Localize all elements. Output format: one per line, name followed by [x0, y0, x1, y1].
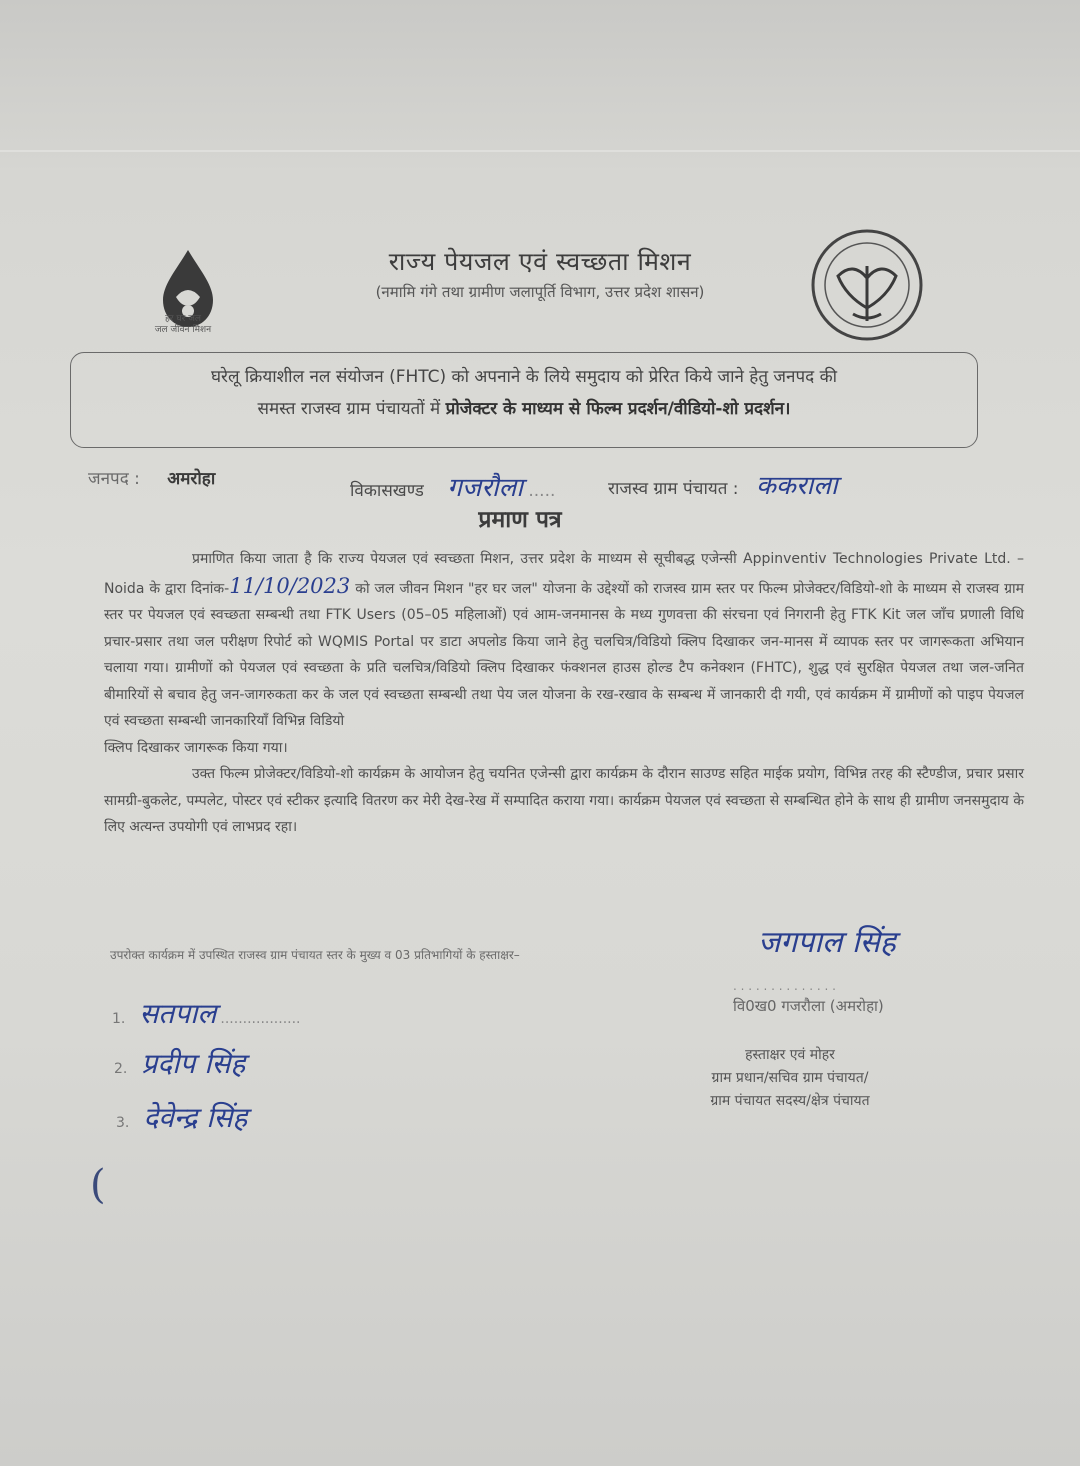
certificate-title: प्रमाण पत्र	[478, 507, 562, 533]
officer-signature: जगपाल सिंह	[758, 925, 896, 960]
pen-mark: (	[90, 1162, 106, 1208]
organization-title: राज्य पेयजल एवं स्वच्छता मिशन	[388, 247, 692, 276]
participants-note: उपरोक्त कार्यक्रम में उपस्थित राजस्व ग्राम पंचायत स्तर के मुख्य व 03 प्रतिभागियों के हस्ताक्षर–	[110, 948, 520, 962]
paper-fold	[0, 150, 1080, 152]
subject-banner	[70, 352, 978, 448]
left-logo-caption: हर घर जल जल जीवन मिशन	[154, 314, 212, 335]
participant-signature-1: 1. सतपाल ..................	[112, 997, 301, 1030]
body-paragraph-1-end: क्लिप दिखाकर जागरूक किया गया।	[104, 739, 288, 756]
officer-stamp-line: वि0ख0 गजरौला (अमरोहा)	[733, 997, 884, 1015]
block-value: गजरौला	[447, 473, 523, 503]
body-paragraph-2: उक्त फिल्म प्रोजेक्टर/विडियो-शो कार्यक्रम के आयोजन हेतु चयनित एजेन्सी द्वारा कार्यक्रम के दौरान साउण्ड सहित माईक प्रयोग, विभिन्न तरह की स्टैण्डीज, प्रचार प्रसार सामग्री-बुकलेट, पम्पलेट, पोस्टर एवं स्टीकर इत्यादि वितरण कर मेरी देख-रेख में सम्पादित कराया गया। कार्यक्रम पेयजल एवं स्वच्छता से सम्बन्धित होने के साथ ही ग्रामीण जनसमुदाय के लिए अत्यन्त उपयोगी एवं लाभप्रद रहा।	[104, 766, 1024, 835]
body-paragraph-1: प्रमाणित किया जाता है कि राज्य पेयजल एवं स्वच्छता मिशन, उत्तर प्रदेश के माध्यम से सूचीबद्ध एजेन्सी Appinventiv Technologies Private Ltd. – Noida के द्वारा दिनांक-11/10/2023 को जल जीवन मिशन "हर घर जल" योजना के उद्देश्यों को राजस्व ग्राम स्तर पर फिल्म प्रोजेक्टर/विडियो-शो के माध्यम से राजस्व ग्राम स्तर पर पेयजल एवं स्वच्छता सम्बन्धी तथा FTK Users (05–05 महिलाओं) एवं आम-जनमानस के मध्य गुणवत्ता की संरचना एवं निगरानी हेतु FTK Kit जल जाँच प्रणाली विधि प्रचार-प्रसार तथा जल परीक्षण रिपोर्ट को WQMIS Portal पर डाटा अपलोड किया जाने हेतु चलचित्र/विडियो क्लिप दिखाकर जन-मानस में व्यापक स्तर पर जागरूकता अभियान चलाया गया। ग्रामीणों को पेयजल एवं स्वच्छता के प्रति चलचित्र/विडियो क्लिप दिखाकर फंक्शनल हाउस होल्ड टैप कनेक्शन (FHTC), शुद्ध एवं सुरक्षित पेयजल तथा जल-जनित बीमारियों से बचाव हेतु जन-जागरुकता कर के जल एवं स्वच्छता सम्बन्धी तथा पेय जल योजना के रख-रखाव के सम्बन्ध में जानकारी दी गयी, एवं कार्यक्रम में ग्रामीणों को पाइप पेयजल एवं स्वच्छता सम्बन्धी जानकारियाँ विभिन्न विडियो	[104, 551, 1024, 729]
participant-signature-2: 2. प्रदीप सिंह	[114, 1047, 246, 1080]
village-value: ककराला	[755, 471, 838, 501]
village-field: राजस्व ग्राम पंचायत : ककराला	[608, 471, 838, 501]
banner-line-2: समस्त राजस्व ग्राम पंचायतों में प्रोजेक्टर के माध्यम से फिल्म प्रदर्शन/वीडियो-शो प्रदर्शन।	[257, 399, 791, 419]
program-date: 11/10/2023	[229, 573, 351, 598]
participant-signature-3: 3. देवेन्द्र सिंह	[116, 1101, 248, 1134]
district-value: अमरोहा	[167, 469, 216, 489]
officer-stamp: . . . . . . . . . . . . . . वि0ख0 गजरौला (अमरोहा)	[733, 976, 953, 1016]
district-field: जनपद : अमरोहा	[88, 469, 216, 489]
banner-line-1: घरेलू क्रियाशील नल संयोजन (FHTC) को अपनाने के लिये समुदाय को प्रेरित किये जाने हेतु जनपद की	[210, 367, 838, 387]
block-field: विकासखण्ड गजरौला .....	[350, 473, 556, 503]
organization-subtitle: (नमामि गंगे तथा ग्रामीण जलापूर्ति विभाग, उत्तर प्रदेश शासन)	[375, 283, 705, 301]
signature-designation: हस्ताक्षर एवं मोहर ग्राम प्रधान/सचिव ग्राम पंचायत/ ग्राम पंचायत सदस्य/क्षेत्र पंचायत	[710, 1047, 870, 1109]
certificate-body	[104, 546, 1024, 841]
